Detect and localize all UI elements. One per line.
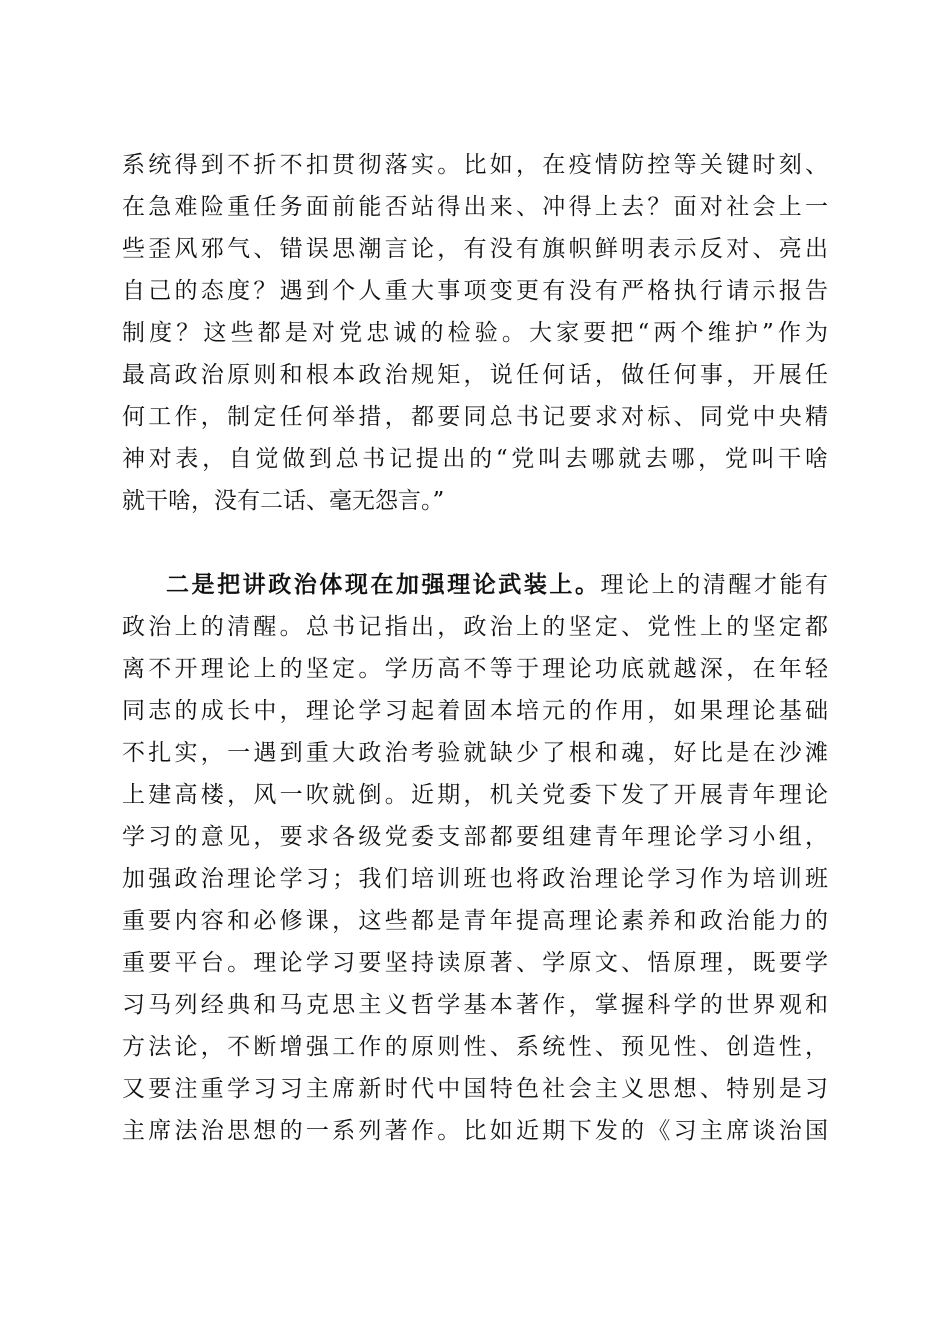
text-line: 自己的态度？遇到个人重大事项变更有没有严格执行请示报告 [122, 278, 828, 304]
text-line: 加强政治理论学习；我们培训班也将政治理论学习作为培训班 [122, 866, 828, 892]
text-line: 政治上的清醒。总书记指出，政治上的坚定、党性上的坚定都 [122, 614, 828, 640]
first-line-rest: 理论上的清醒才能有 [600, 572, 829, 598]
text-line: 又要注重学习习主席新时代中国特色社会主义思想、特别是习 [122, 1076, 828, 1102]
text-line: 重要平台。理论学习要坚持读原著、学原文、悟原理，既要学 [122, 950, 828, 976]
text-line: 神对表，自觉做到总书记提出的“党叫去哪就去哪，党叫干啥 [122, 446, 828, 472]
text-line: 不扎实，一遇到重大政治考验就缺少了根和魂，好比是在沙滩 [122, 740, 828, 766]
text-line: 上建高楼，风一吹就倒。近期，机关党委下发了开展青年理论 [122, 782, 828, 808]
text-line: 习马列经典和马克思主义哲学基本著作，掌握科学的世界观和 [122, 992, 828, 1018]
text-line: 重要内容和必修课，这些都是青年提高理论素养和政治能力的 [122, 908, 828, 934]
section-heading-bold: 二是把讲政治体现在加强理论武装上。 [166, 571, 601, 598]
text-line: 同志的成长中，理论学习起着固本培元的作用，如果理论基础 [122, 698, 828, 724]
text-line: 在急难险重任务面前能否站得出来、冲得上去？面对社会上一 [122, 194, 828, 220]
text-line: 制度？这些都是对党忠诚的检验。大家要把“两个维护”作为 [122, 320, 828, 346]
text-line: 些歪风邪气、错误思潮言论，有没有旗帜鲜明表示反对、亮出 [122, 236, 828, 262]
text-line: 主席法治思想的一系列著作。比如近期下发的《习主席谈治国 [122, 1118, 828, 1144]
paragraph-theory-study [122, 564, 828, 1152]
text-line: 最高政治原则和根本政治规矩，说任何话，做任何事，开展任 [122, 362, 828, 388]
text-line: 系统得到不折不扣贯彻落实。比如，在疫情防控等关键时刻、 [122, 152, 828, 178]
text-line: 何工作，制定任何举措，都要同总书记要求对标、同党中央精 [122, 404, 828, 430]
text-line: 就干啥，没有二话、毫无怨言。” [122, 488, 445, 514]
paragraph-first-line [122, 564, 828, 606]
paragraph-loyalty [122, 144, 828, 522]
text-line: 方法论，不断增强工作的原则性、系统性、预见性、创造性， [122, 1034, 828, 1060]
text-line: 学习的意见，要求各级党委支部都要组建青年理论学习小组， [122, 824, 828, 850]
text-line: 离不开理论上的坚定。学历高不等于理论功底就越深，在年轻 [122, 656, 828, 682]
